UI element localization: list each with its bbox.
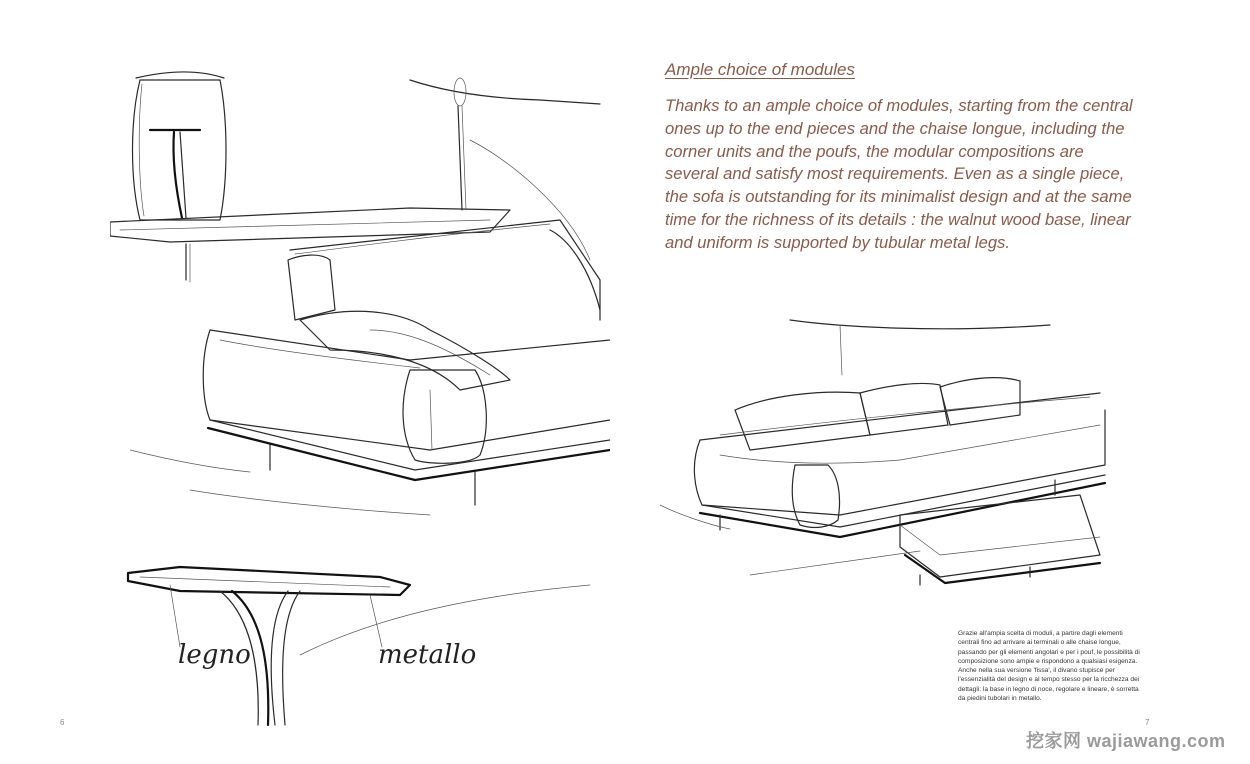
right-page-number: 7 [1145,718,1150,727]
wood-label: legno [178,640,251,670]
section-heading: Ample choice of modules [665,60,855,79]
left-page-number: 6 [60,718,65,727]
metal-label: metallo [378,640,477,670]
sofa-detail-sketch [130,210,610,520]
site-watermark: 挖家网 wajiawang.com [1026,731,1226,751]
left-page [0,0,620,764]
italian-body-text: Grazie all'ampia scelta di moduli, a partire dagli elementi centrali fino ad arrivare ai terminali o alle chaise longue, passando per gli elementi angolari e per i pouf, le possibilità di composizione sono ampie e rispondono a qualsiasi esigenza. Anche nella sua versione 'fissa', il divano stupisce per l'essenzialità del design e al tempo stesso per la ricchezza dei dettagli: la base in legno di noce, regolare e lineare, è sorretta da piedini tubolari in metallo. [958,630,1140,703]
modular-sofa-sketch [660,315,1110,595]
english-body-text: Thanks to an ample choice of modules, starting from the central ones up to the end pieces and the chaise longue, including the corner units and the poufs, the modular compositions are several and satisfy most requirements. Even as a single piece, the sofa is outstanding for its minimalist design and at the same time for the richness of its details : the walnut wood base, linear and uniform is supported by tubular metal legs. [665,96,1133,252]
